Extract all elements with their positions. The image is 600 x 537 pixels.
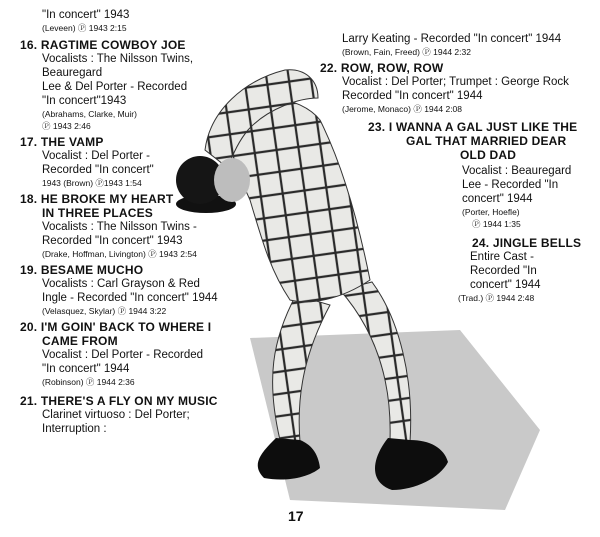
track-body: Vocalists : The Nilsson Twins, bbox=[42, 53, 194, 65]
track-title: I'M GOIN' BACK TO WHERE I bbox=[40, 320, 212, 334]
track-title: CAME FROM bbox=[42, 334, 118, 348]
track-number: 21. bbox=[20, 394, 38, 408]
lead-credit: (Leveen) Ⓟ 1943 2:15 bbox=[42, 23, 127, 33]
track-title: I WANNA A GAL JUST LIKE THE bbox=[388, 120, 578, 134]
track-number: 22. bbox=[320, 61, 338, 75]
track-body: Recorded "In concert" 1943 bbox=[42, 235, 183, 247]
track-credit: (Robinson) Ⓟ 1944 2:36 bbox=[42, 377, 135, 387]
track-body: Ingle - Recorded "In concert" 1944 bbox=[42, 292, 218, 304]
track-title: JINGLE BELLS bbox=[492, 236, 582, 250]
track-17 bbox=[20, 135, 300, 189]
left-lead bbox=[20, 8, 300, 34]
track-body: Lee - Recorded "In bbox=[462, 179, 559, 191]
track-19 bbox=[20, 263, 300, 317]
track-number: 24. bbox=[472, 236, 490, 250]
track-body: Recorded "In bbox=[470, 265, 537, 277]
track-body: Recorded "In concert" 1944 bbox=[342, 90, 483, 102]
track-body: Vocalist : Beauregard bbox=[462, 165, 572, 177]
track-body: "In concert"1943 bbox=[42, 95, 127, 107]
track-body: concert" 1944 bbox=[462, 193, 533, 205]
track-body: "In concert" 1944 bbox=[42, 363, 130, 375]
track-credit: (Drake, Hoffman, Livington) Ⓟ 1943 2:54 bbox=[42, 249, 197, 259]
page-number: 17 bbox=[288, 508, 304, 524]
track-credit: (Velasquez, Skylar) Ⓟ 1944 3:22 bbox=[42, 306, 167, 316]
track-title: IN THREE PLACES bbox=[42, 206, 154, 220]
track-title: OLD DAD bbox=[460, 148, 517, 162]
track-credit: Ⓟ 1944 1:35 bbox=[472, 219, 521, 229]
right-track-column-top bbox=[320, 32, 590, 118]
track-credit: (Trad.) Ⓟ 1944 2:48 bbox=[458, 293, 535, 303]
track-number: 18. bbox=[20, 192, 38, 206]
track-title: THE VAMP bbox=[40, 135, 104, 149]
track-title: ROW, ROW, ROW bbox=[340, 61, 444, 75]
track-title: GAL THAT MARRIED DEAR bbox=[406, 134, 567, 148]
track-20 bbox=[20, 320, 300, 388]
track-credit: 1943 (Brown) Ⓟ1943 1:54 bbox=[42, 178, 142, 188]
track-number: 17. bbox=[20, 135, 38, 149]
track-body: Recorded "In concert" bbox=[42, 164, 154, 176]
track-number: 23. bbox=[368, 120, 386, 134]
track-body: Beauregard bbox=[42, 67, 103, 79]
track-title: BESAME MUCHO bbox=[40, 263, 144, 277]
track-body: Entire Cast - bbox=[470, 251, 534, 263]
track-body: Vocalist : Del Porter - Recorded bbox=[42, 349, 204, 361]
lead-credit: (Brown, Fain, Freed) Ⓟ 1944 2:32 bbox=[342, 47, 471, 57]
track-credit: (Jerome, Monaco) Ⓟ 1944 2:08 bbox=[342, 104, 463, 114]
track-body: Vocalist : Del Porter; Trumpet : George Rock bbox=[342, 76, 569, 88]
lead-line: Larry Keating - Recorded "In concert" 1944 bbox=[342, 33, 562, 45]
track-title: RAGTIME COWBOY JOE bbox=[40, 38, 186, 52]
right-lead bbox=[320, 32, 590, 58]
track-body: Lee & Del Porter - Recorded bbox=[42, 81, 188, 93]
track-18 bbox=[20, 192, 300, 260]
track-body: concert" 1944 bbox=[470, 279, 541, 291]
left-track-column bbox=[20, 8, 300, 439]
track-body: Vocalists : Carl Grayson & Red bbox=[42, 278, 200, 290]
track-credit: (Porter, Hoefle) bbox=[462, 207, 520, 217]
track-credit: Ⓟ 1943 2:46 bbox=[42, 121, 91, 131]
track-23 bbox=[368, 120, 593, 230]
track-22 bbox=[320, 61, 590, 115]
track-number: 16. bbox=[20, 38, 38, 52]
track-24 bbox=[448, 236, 593, 304]
track-body: Vocalist : Del Porter - bbox=[42, 150, 151, 162]
track-21 bbox=[20, 394, 300, 436]
track-body: Interruption : bbox=[42, 423, 107, 435]
lead-line: "In concert" 1943 bbox=[42, 9, 130, 21]
track-credit: (Abrahams, Clarke, Muir) bbox=[42, 109, 137, 119]
track-title: HE BROKE MY HEART bbox=[40, 192, 174, 206]
track-16 bbox=[20, 38, 300, 132]
track-number: 19. bbox=[20, 263, 38, 277]
track-body: Clarinet virtuoso : Del Porter; bbox=[42, 409, 190, 421]
track-title: THERE'S A FLY ON MY MUSIC bbox=[40, 394, 218, 408]
track-number: 20. bbox=[20, 320, 38, 334]
track-body: Vocalists : The Nilsson Twins - bbox=[42, 221, 197, 233]
